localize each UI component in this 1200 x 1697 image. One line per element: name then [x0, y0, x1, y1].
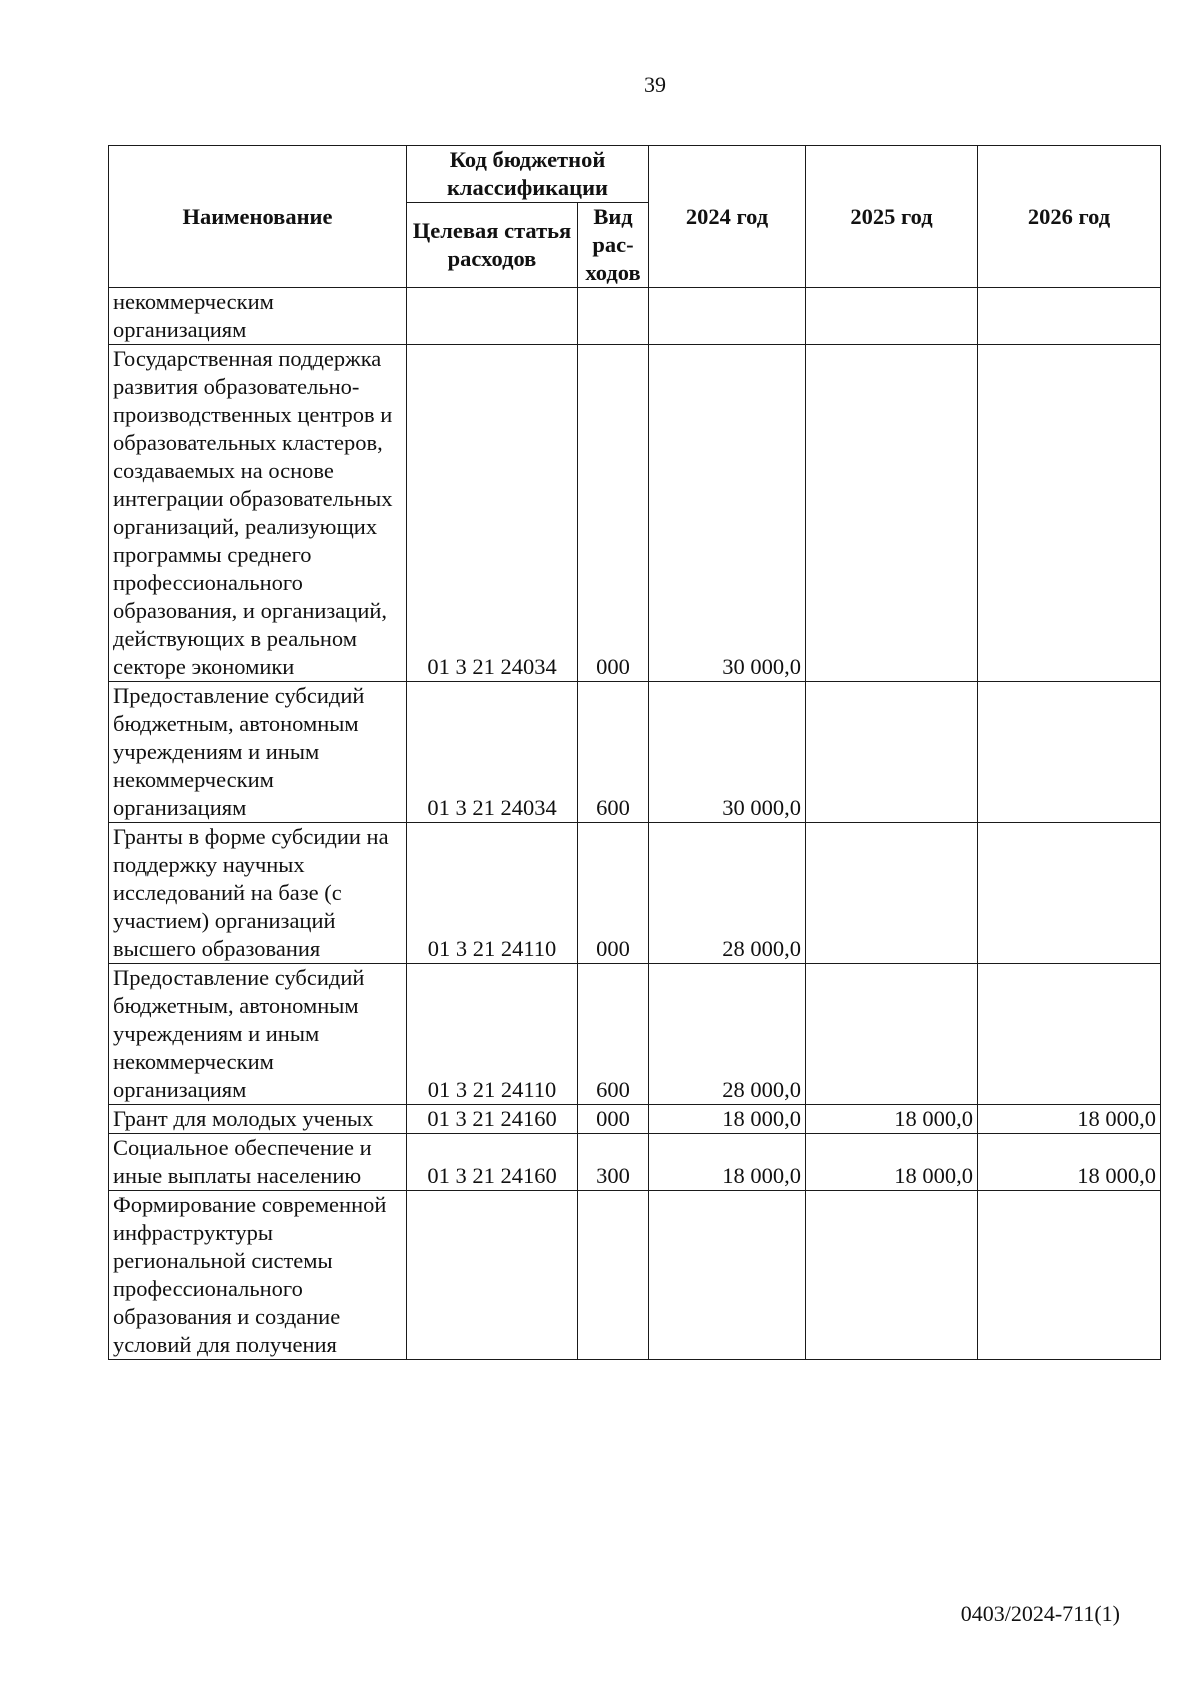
table-body: [109, 288, 1161, 1360]
row-expense-type: 300: [578, 1134, 649, 1191]
row-value-2025: [806, 823, 978, 964]
row-value-2025: [806, 288, 978, 345]
row-value-2024: 28 000,0: [649, 964, 806, 1105]
row-value-2024: 18 000,0: [649, 1134, 806, 1191]
table-row: [109, 345, 1161, 682]
row-name: Государственная поддержка развития образовательно-производственных центров и образовательных кластеров, создаваемых на основе интеграции образовательных организаций, реализующих программы среднего профессионального образования, и организаций, действующих в реальном секторе экономики: [109, 345, 407, 682]
row-value-2024: [649, 1191, 806, 1360]
row-expense-type: [578, 1191, 649, 1360]
row-target-article: 01 3 21 24160: [407, 1105, 578, 1134]
row-value-2026: 18 000,0: [978, 1134, 1161, 1191]
table-row: [109, 682, 1161, 823]
header-name: Наименование: [109, 146, 407, 288]
row-value-2026: [978, 345, 1161, 682]
row-value-2026: [978, 288, 1161, 345]
row-expense-type: [578, 288, 649, 345]
row-name: Грант для молодых ученых: [109, 1105, 407, 1134]
row-value-2026: [978, 964, 1161, 1105]
row-value-2025: 18 000,0: [806, 1134, 978, 1191]
page-number: 39: [644, 72, 666, 97]
row-target-article: 01 3 21 24034: [407, 345, 578, 682]
row-value-2024: 30 000,0: [649, 345, 806, 682]
row-target-article: 01 3 21 24110: [407, 823, 578, 964]
row-expense-type: 000: [578, 345, 649, 682]
row-target-article: 01 3 21 24110: [407, 964, 578, 1105]
table-header: [109, 146, 1161, 288]
row-target-article: 01 3 21 24034: [407, 682, 578, 823]
header-target-article: Целевая статья расходов: [407, 203, 578, 288]
row-value-2025: [806, 682, 978, 823]
row-expense-type: 600: [578, 964, 649, 1105]
row-value-2026: [978, 682, 1161, 823]
row-value-2025: 18 000,0: [806, 1105, 978, 1134]
row-value-2025: [806, 964, 978, 1105]
row-expense-type: 000: [578, 1105, 649, 1134]
row-target-article: [407, 1191, 578, 1360]
table-row: [109, 1134, 1161, 1191]
row-value-2026: [978, 823, 1161, 964]
table-row: [109, 1191, 1161, 1360]
table-row: [109, 1105, 1161, 1134]
header-expense-type: Вид рас-ходов: [578, 203, 649, 288]
header-year-2026: 2026 год: [978, 146, 1161, 288]
row-value-2026: 18 000,0: [978, 1105, 1161, 1134]
row-name: некоммерческим организациям: [109, 288, 407, 345]
budget-table: [108, 145, 1161, 1360]
table-row: [109, 288, 1161, 345]
row-name: Социальное обеспечение и иные выплаты населению: [109, 1134, 407, 1191]
row-value-2024: [649, 288, 806, 345]
row-value-2026: [978, 1191, 1161, 1360]
row-name: Предоставление субсидий бюджетным, автономным учреждениям и иным некоммерческим организациям: [109, 964, 407, 1105]
row-value-2024: 28 000,0: [649, 823, 806, 964]
row-expense-type: 000: [578, 823, 649, 964]
row-value-2024: 30 000,0: [649, 682, 806, 823]
row-target-article: 01 3 21 24160: [407, 1134, 578, 1191]
row-value-2025: [806, 345, 978, 682]
row-value-2025: [806, 1191, 978, 1360]
table-row: [109, 823, 1161, 964]
row-name: Гранты в форме субсидии на поддержку научных исследований на базе (с участием) организаций высшего образования: [109, 823, 407, 964]
row-expense-type: 600: [578, 682, 649, 823]
row-value-2024: 18 000,0: [649, 1105, 806, 1134]
row-target-article: [407, 288, 578, 345]
row-name: Формирование современной инфраструктуры региональной системы профессионального образования и создание условий для получения: [109, 1191, 407, 1360]
document-registration-code: 0403/2024-711(1): [960, 1601, 1120, 1626]
row-name: Предоставление субсидий бюджетным, автономным учреждениям и иным некоммерческим организациям: [109, 682, 407, 823]
header-year-2024: 2024 год: [649, 146, 806, 288]
header-year-2025: 2025 год: [806, 146, 978, 288]
header-code-group: Код бюджетной классификации: [407, 146, 649, 203]
table-row: [109, 964, 1161, 1105]
